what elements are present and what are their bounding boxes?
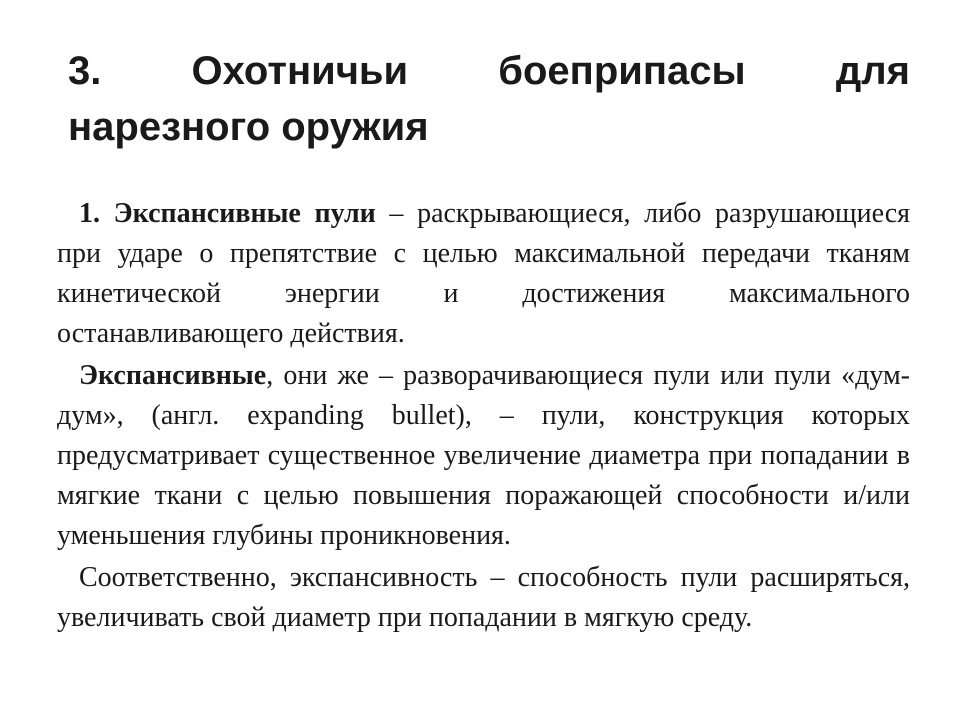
title-line-1 <box>68 43 910 99</box>
paragraph-expansive-bullets <box>57 194 910 354</box>
paragraph-expansiveness <box>57 558 910 638</box>
paragraph-text: , они же – разворачивающиеся пули или пули «дум-дум», (англ. expanding bullet), – пули, конструкция которых предусматривает существенное увеличение диаметра при попадании в мягкие ткани с целью повышения поражающей способности и/или уменьшения глубины проникновения. <box>57 360 910 551</box>
title-word: 3. <box>68 49 102 93</box>
slide-body <box>57 194 910 640</box>
slide-title <box>68 43 910 155</box>
title-word: для <box>835 49 910 93</box>
paragraph-text: – раскрывающиеся, либо разрушающиеся при ударе о препятствие с целью максимальной передачи тканям кинетической энергии и достижения максимального останавливающего действия. <box>57 198 910 349</box>
paragraph-lead-bold: 1. Экспансивные пули <box>79 198 376 229</box>
title-word: боеприпасы <box>498 49 746 93</box>
title-word: Охотничьи <box>191 49 409 93</box>
title-line-2: нарезного оружия <box>68 105 429 149</box>
paragraph-text: Соответственно, экспансивность – способность пули расширяться, увеличивать свой диаметр при попадании в мягкую среду. <box>57 562 910 633</box>
paragraph-lead-bold: Экспансивные <box>79 360 267 391</box>
paragraph-expansive-definition <box>57 356 910 556</box>
